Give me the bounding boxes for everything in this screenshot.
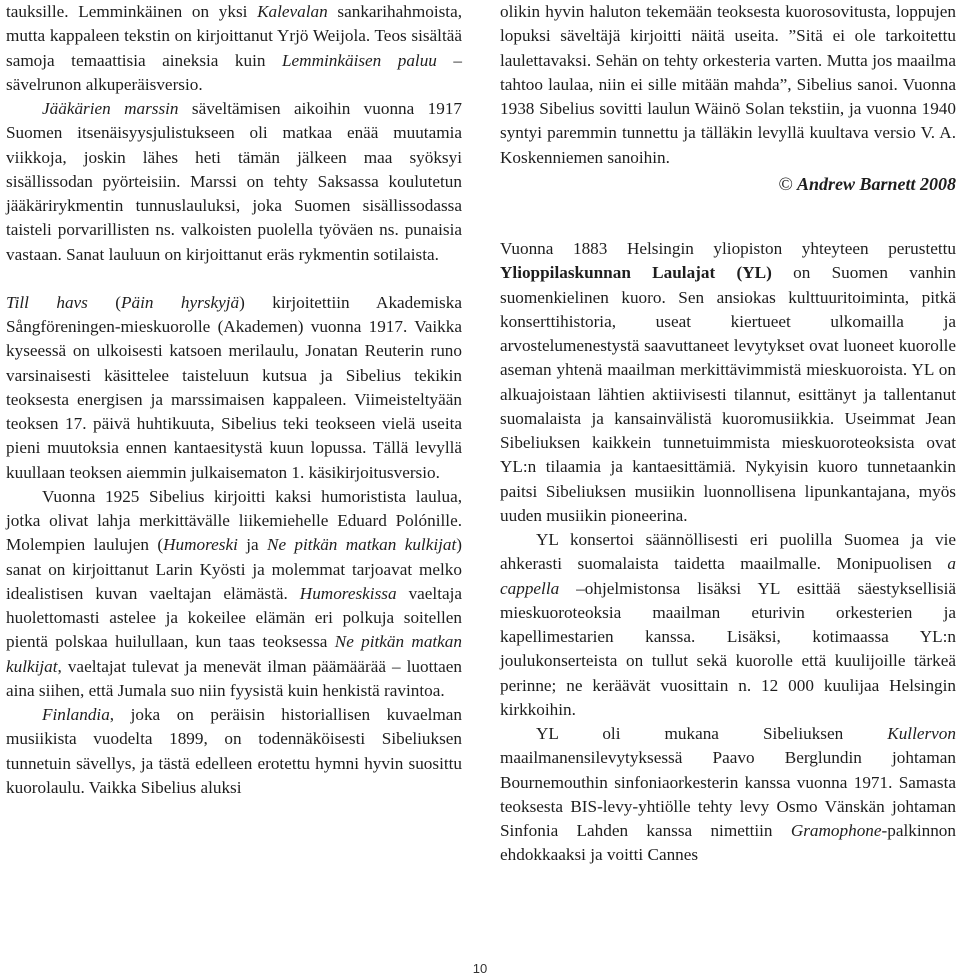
page-number: 10	[472, 961, 488, 976]
paragraph-yl-recordings: YL oli mukana Sibeliuksen Kullervon maailmanensilevytyksessä Paavo Berglundin johtaman Bournemouthin sinfoniaorkesterin kanssa vuonna 1971. Samasta teoksesta BIS-levy-yhtiölle tehty levy Osmo Vänskän johtaman Sinfonia Lahden kanssa nimettiin Gramophone-palkinnon ehdokkaaksi ja voitti Cannes	[500, 724, 956, 865]
paragraph-till-havs: Till havs (Päin hyrskyjä) kirjoitettiin Akademiska Sångföreningen-mieskuorolle (Akademen) vuonna 1917. Vaikka kyseessä on ulkoisesti katsoen merilaulu, Jonatan Reuterin runo varsinaisesti käsittelee taisteluun kutsua ja Sibelius tekikin teoksesta energisen ja marssimaisen kappaleen. Viimeisteltyään teoksen 17. päivä huhtikuuta, Sibelius teki teokseen vielä useita pieni muutoksia ennen kantaesitystä kuun lopussa. Tällä levyllä kuullaan teoksen aiemmin julkaisematon 1. käsikirjoitusversio.	[6, 292, 462, 482]
copyright-symbol: ©	[778, 173, 793, 195]
paragraph-finlandia: Finlandia, joka on peräisin historiallisen kuvaelman musiikista vuodelta 1899, on todennäköisesti Sibeliuksen tunnetuin sävellys, ja tästä edelleen erotettu hymni hyvin suosittu kuorolaulu. Vaikka Sibelius aluksi	[6, 705, 462, 797]
paragraph-finlandia-continued: olikin hyvin haluton tekemään teoksesta kuorosovitusta, loppujen lopuksi säveltäjä kirjoitti näitä useita. ”Sitä ei ole tarkoitettu laulettavaksi. Sehän on tehty orkesteria varten. Mutta jos maailma tahtoo laulaa, niin ei sille mitään mahda”, Sibelius sanoi. Vuonna 1938 Sibelius sovitti laulun Wäinö Solan tekstiin, ja vuonna 1940 syntyi paremmin tunnettu ja tälläkin levyllä kuultava versio V. A. Koskenniemen sanoihin.	[500, 2, 956, 167]
left-column	[6, 0, 462, 800]
paragraph-jaakarimarssi: Jääkärien marssin säveltämisen aikoihin vuonna 1917 Suomen itsenäisyysjulistukseen oli matkaa enää muutamia viikkoja, joskin lähes heti tämän jälkeen maa syöksyi sisällissodan pyörteisiin. Marssi on tehty Saksassa koulutetun jääkärirykmentin tunnuslauluksi, joka Suomen sisällissodassa taisteli porvarillisten ns. valkoisten puolella työväen ns. punaisia vastaan. Sanat lauluun on kirjoittanut eräs rykmentin sotilaista.	[6, 99, 463, 264]
author-signature	[500, 172, 956, 197]
paragraph-humoreski: Vuonna 1925 Sibelius kirjoitti kaksi humoristista laulua, jotka olivat lahja merkittävälle liikemiehelle Eduard Polónille. Molempien laulujen (Humoreski ja Ne pitkän matkan kulkijat) sanat on kirjoittanut Larin Kyösti ja molemmat tarjoavat melko idealistisen kuvan vaeltajan elämästä. Humoreskissa vaeltaja huolettomasti astelee ja kokeilee elämän eri polkuja soitellen pientä polskaa huilullaan, kun taas teoksessa Ne pitkän matkan kulkijat, vaeltajat tulevat ja menevät ilman päämäärää – luottaen aina siihen, että Jumala suo niin fyysistä kuin henkistä ravintoa.	[6, 486, 462, 700]
paragraph-lemminkainen: tauksille. Lemminkäinen on yksi Kalevalan sankarihahmoista, mutta kappaleen tekstin on kirjoittanut Yrjö Weijola. Teos sisältää samoja temaattisia aineksia kuin Lemminkäisen paluu –sävelrunon alkuperäisversio.	[6, 2, 462, 94]
right-column	[500, 0, 956, 868]
author-name: Andrew Barnett 2008	[796, 173, 956, 194]
paragraph-yl-concerts: YL konsertoi säännöllisesti eri puolilla Suomea ja vie ahkerasti suomalaista taidetta maailmalle. Monipuolisen a cappella –ohjelmistonsa lisäksi YL esittää säestyksellisiä mieskuoroteoksia maailman eturivin orkesterien ja kapellimestarien kanssa. Lisäksi, kotimaassa YL:n joulukonserteista on tullut sekä kuorolle että kuulijoille tärkeä perinne; ne keräävät vuosittain n. 12 000 kuulijaa Helsingin kirkkoihin.	[500, 530, 956, 719]
paragraph-yl-intro: Vuonna 1883 Helsingin yliopiston yhteyteen perustettu Ylioppilaskunnan Laulajat (YL) on Suomen vanhin suomenkielinen kuoro. Sen ansiokas kulttuuritoiminta, pitkä konserttihistoria, useat kiertueet ulkomailla ja arvostelumenestystä saavuttaneet levytykset ovat luoneet kuorolle aseman yhtenä maailman merkittävimmistä mieskuoroista. YL on alkuajoistaan lähtien aktiivisesti tilannut, esittänyt ja tallentanut suomalaista ja kansainvälistä kuoromusiikkia. Useimmat Jean Sibeliuksen kaikkein tunnetuimmista mieskuoroteoksista ovat YL:n tilaamia ja kantaesittämiä. Nykyisin kuoro tunnetaankin paitsi Sibeliuksen musiikin luonnollisena lipunkantajana, myös uuden musiikin pioneerina.	[500, 239, 956, 525]
